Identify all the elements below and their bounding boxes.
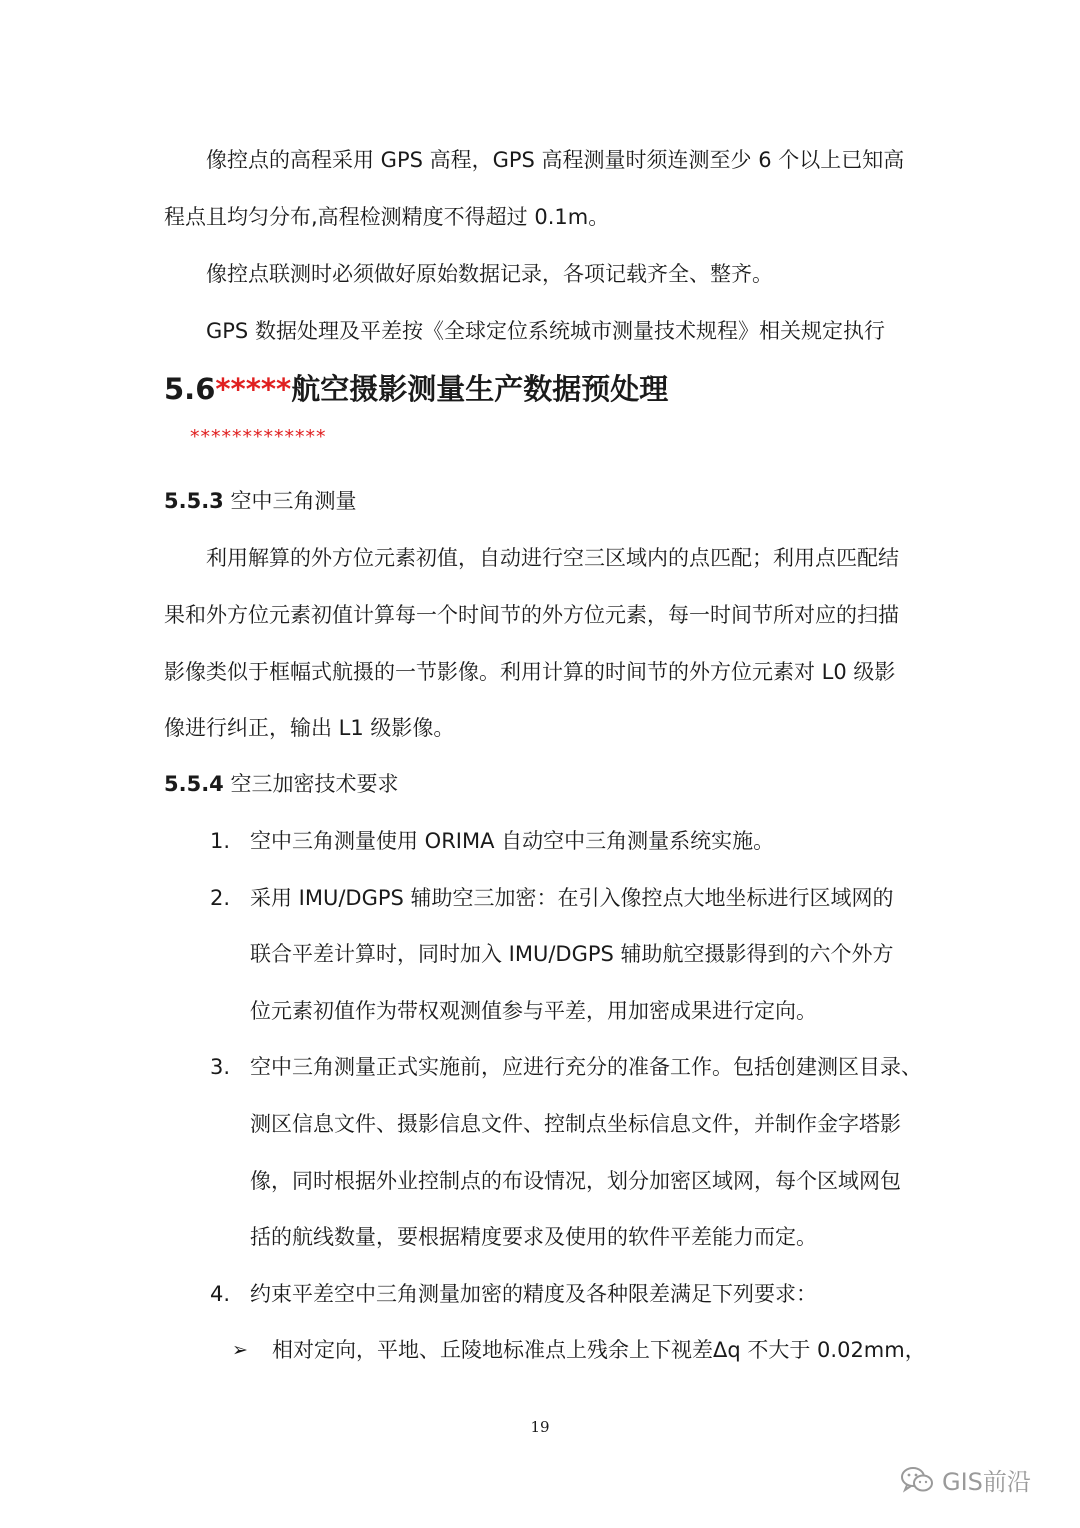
section-stars: ***** bbox=[215, 372, 292, 406]
subsection-title: 空三加密技术要求 bbox=[223, 772, 399, 796]
list-number: 2. bbox=[210, 886, 231, 910]
subsection-title: 空中三角测量 bbox=[223, 489, 357, 513]
list-item-line: 联合平差计算时，同时加入 IMU/DGPS 辅助航空摄影得到的六个外方 bbox=[250, 942, 894, 966]
paragraph-line: GPS 数据处理及平差按《全球定位系统城市测量技术规程》相关规定执行 bbox=[206, 319, 885, 343]
list-item-line: 位元素初值作为带权观测值参与平差，用加密成果进行定向。 bbox=[250, 999, 817, 1023]
paragraph-line: 影像类似于框幅式航摄的一节影像。利用计算的时间节的外方位元素对 L0 级影 bbox=[164, 660, 896, 684]
page-number: 19 bbox=[530, 1418, 550, 1436]
subsection-number: 5.5.3 bbox=[164, 489, 224, 513]
paragraph-line: 像控点联测时必须做好原始数据记录，各项记载齐全、整齐。 bbox=[206, 262, 773, 286]
paragraph-line: 利用解算的外方位元素初值，自动进行空三区域内的点匹配；利用点匹配结 bbox=[206, 546, 899, 570]
section-number: 5.6 bbox=[164, 372, 216, 406]
list-item-line: 约束平差空中三角测量加密的精度及各种限差满足下列要求： bbox=[250, 1282, 817, 1306]
subsection-heading-553 bbox=[164, 486, 356, 516]
watermark bbox=[900, 1462, 1031, 1497]
list-number: 1. bbox=[210, 829, 231, 853]
paragraph-line: 果和外方位元素初值计算每一个时间节的外方位元素，每一时间节所对应的扫描 bbox=[164, 603, 899, 627]
arrow-bullet-icon: ➢ bbox=[232, 1339, 248, 1361]
bullet-item-line: 相对定向，平地、丘陵地标准点上残余上下视差Δq 不大于 0.02mm， bbox=[272, 1338, 926, 1362]
list-item-line: 像，同时根据外业控制点的布设情况，划分加密区域网，每个区域网包 bbox=[250, 1169, 901, 1193]
list-number: 3. bbox=[210, 1055, 231, 1079]
list-item-line: 空中三角测量正式实施前，应进行充分的准备工作。包括创建测区目录、 bbox=[250, 1055, 922, 1079]
list-item-line: 空中三角测量使用 ORIMA 自动空中三角测量系统实施。 bbox=[250, 829, 775, 853]
section-heading bbox=[164, 367, 668, 408]
list-item-line: 采用 IMU/DGPS 辅助空三加密：在引入像控点大地坐标进行区域网的 bbox=[250, 886, 894, 910]
subsection-number: 5.5.4 bbox=[164, 772, 224, 796]
paragraph-line: 像进行纠正，输出 L1 级影像。 bbox=[164, 716, 455, 740]
wechat-icon bbox=[900, 1465, 934, 1495]
section-title: 航空摄影测量生产数据预处理 bbox=[291, 372, 669, 406]
subsection-heading-554 bbox=[164, 769, 398, 799]
watermark-text: GIS前沿 bbox=[942, 1468, 1031, 1496]
list-number: 4. bbox=[210, 1282, 231, 1306]
paragraph-line: 像控点的高程采用 GPS 高程，GPS 高程测量时须连测至少 6 个以上已知高 bbox=[206, 148, 905, 172]
paragraph-line: 程点且均匀分布,高程检测精度不得超过 0.1m。 bbox=[164, 205, 610, 229]
list-item-line: 测区信息文件、摄影信息文件、控制点坐标信息文件，并制作金字塔影 bbox=[250, 1112, 901, 1136]
list-item-line: 括的航线数量，要根据精度要求及使用的软件平差能力而定。 bbox=[250, 1225, 817, 1249]
red-asterisks: ************* bbox=[190, 426, 327, 448]
